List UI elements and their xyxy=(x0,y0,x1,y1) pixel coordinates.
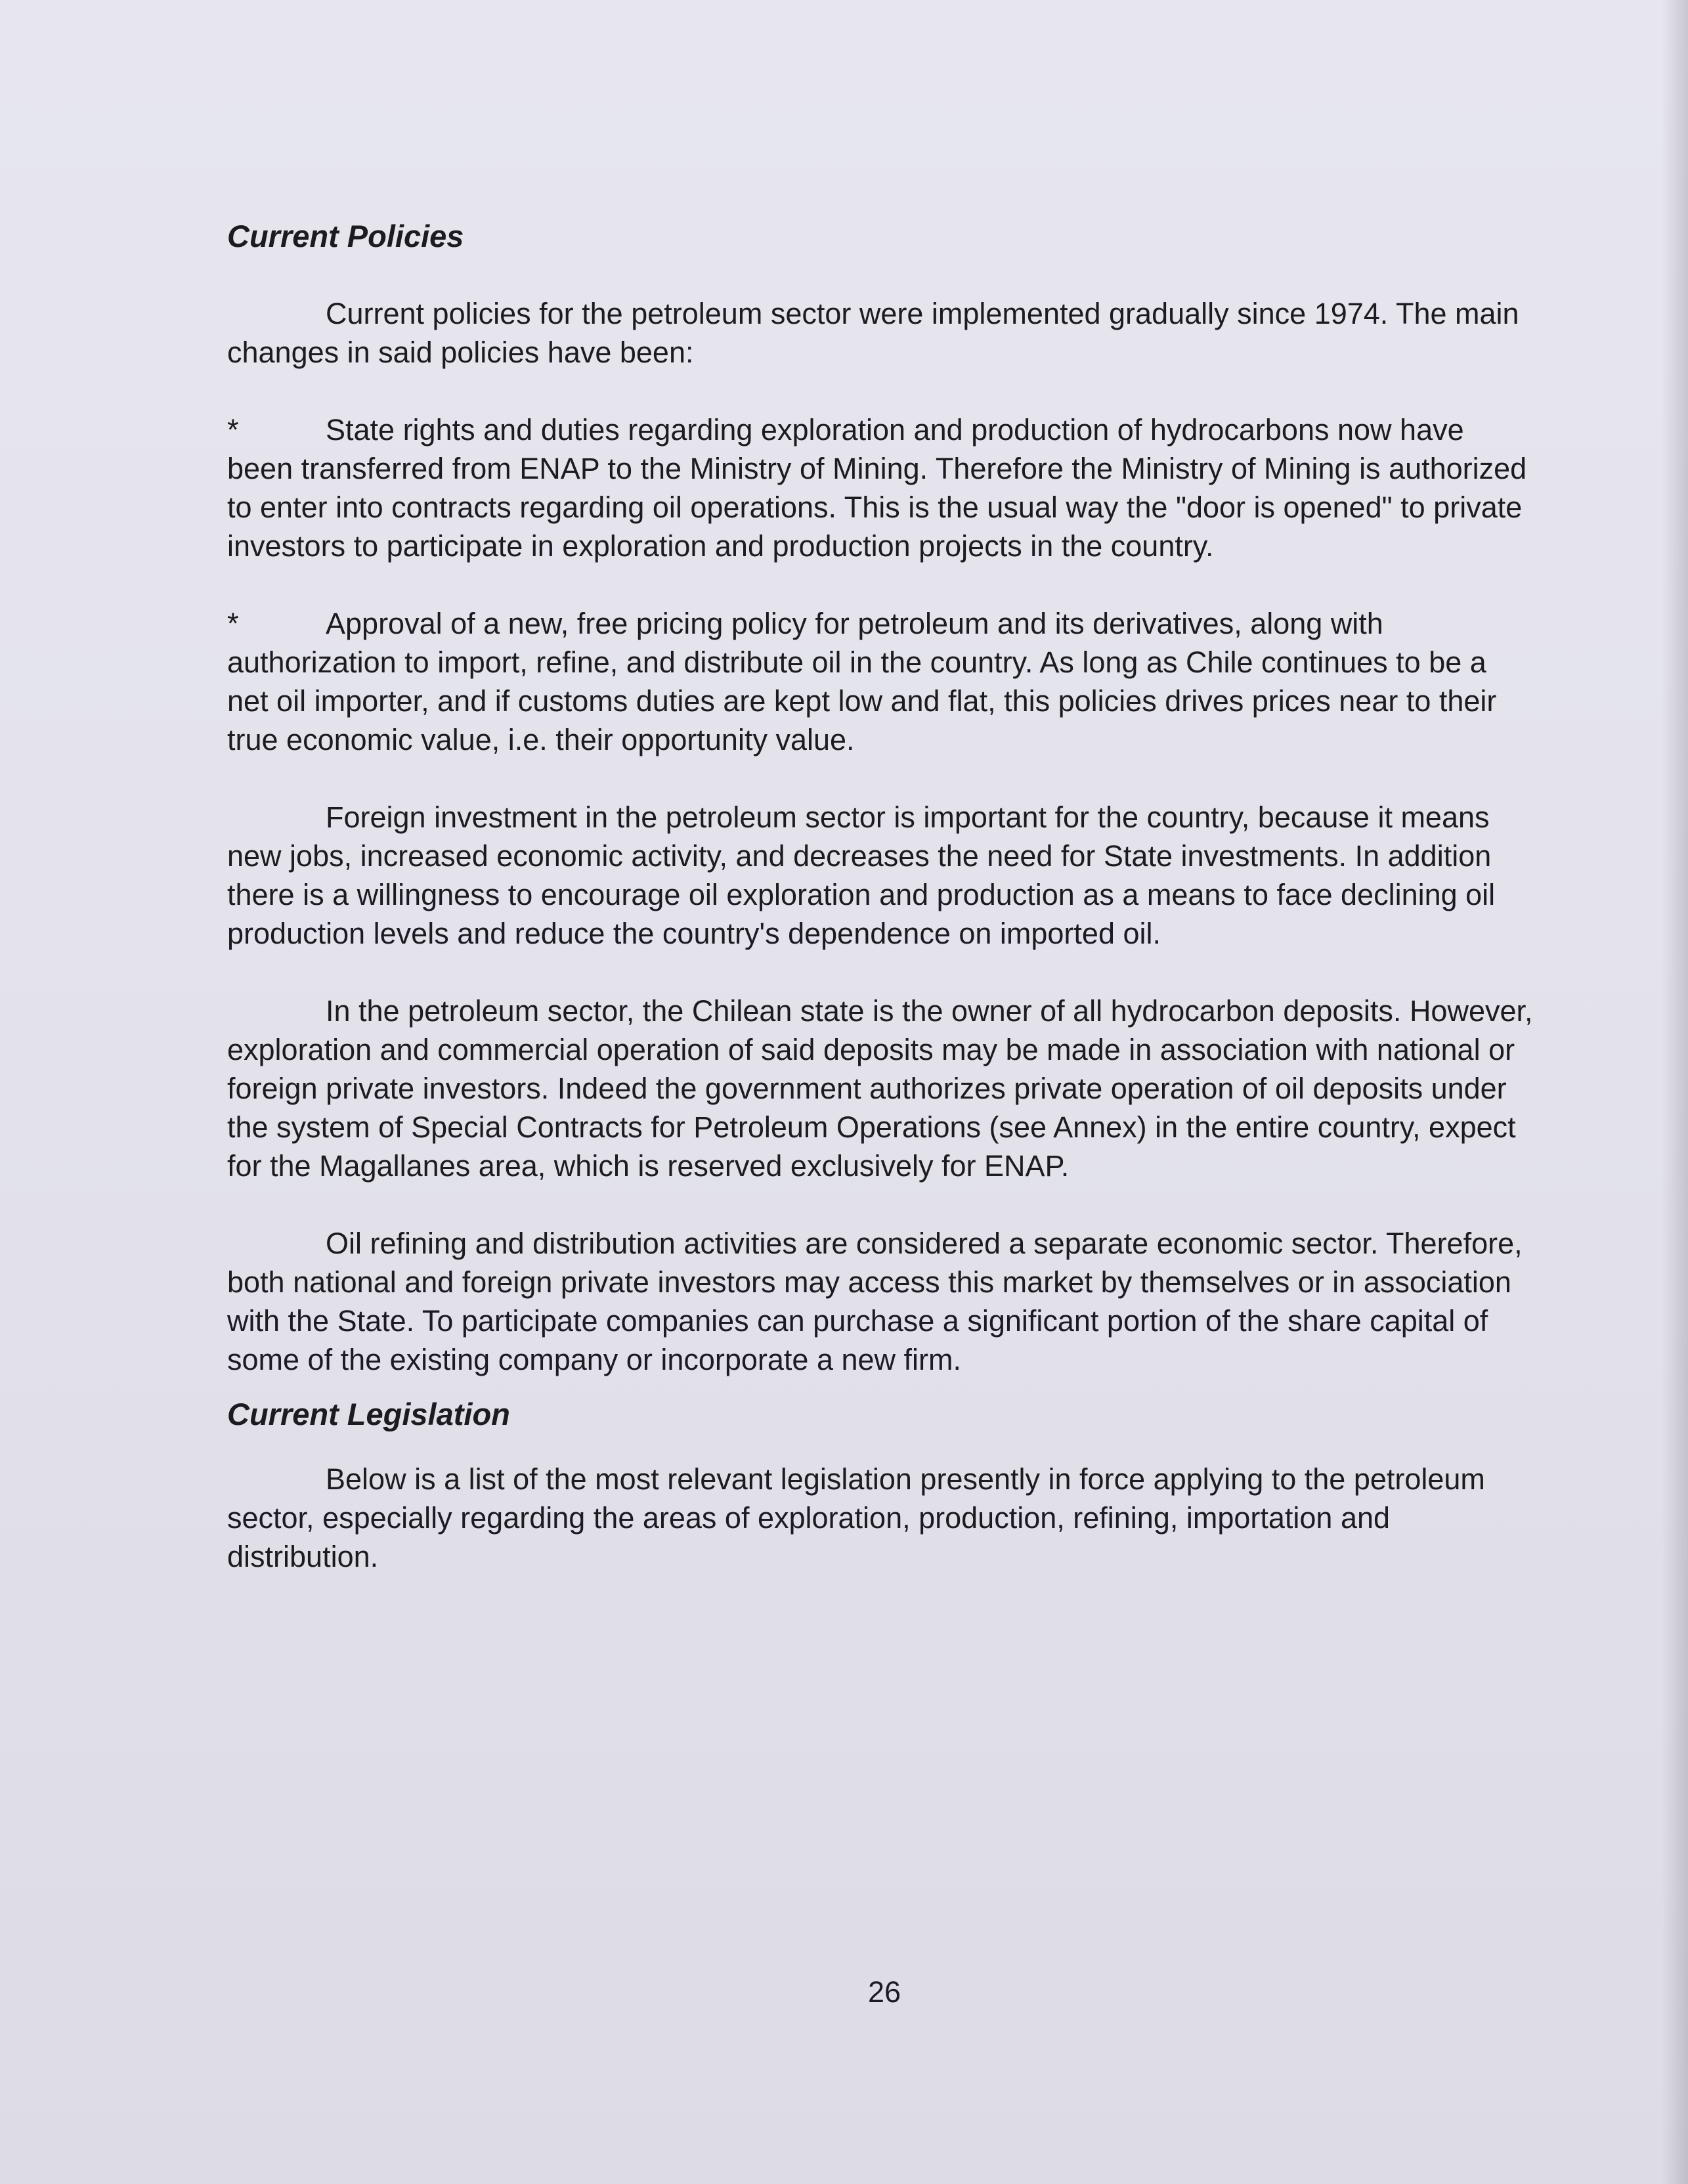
section-heading-current-legislation: Current Legislation xyxy=(227,1397,510,1431)
section-heading-current-policies: Current Policies xyxy=(227,219,464,253)
bullet-marker: * xyxy=(227,607,239,640)
page-number: 26 xyxy=(868,1975,901,2009)
bullet-item xyxy=(227,410,1534,565)
body-paragraph: Below is a list of the most relevant legislation presently in force applying to the petroleum sector, especially regarding the areas of exploration, production, refining, importation and distribution. xyxy=(227,1462,1485,1573)
bullet-marker: * xyxy=(227,413,239,447)
page-edge-shadow xyxy=(1662,0,1688,2184)
body-paragraph: In the petroleum sector, the Chilean state is the owner of all hydrocarbon deposits. However, exploration and commercial operation of said deposits may be made in association with national or foreign private investors. Indeed the government authorizes private operation of oil deposits under the system of Special Contracts for Petroleum Operations (see Annex) in the entire country, expect for the Magallanes area, which is reserved exclusively for ENAP. xyxy=(227,994,1533,1183)
body-paragraph: Oil refining and distribution activities are considered a separate economic sector. Therefore, both national and foreign private investors may access this market by themselves or in association with the State. To participate companies can purchase a significant portion of the share capital of some of the existing company or incorporate a new firm. xyxy=(227,1227,1523,1376)
bullet-text: State rights and duties regarding exploration and production of hydrocarbons now have been transferred from ENAP to the Ministry of Mining. Therefore the Ministry of Mining is authorized to enter into contracts regarding oil operations. This is the usual way the "door is opened" to private investors to participate in exploration and production projects in the country. xyxy=(227,413,1527,563)
body-paragraph: Foreign investment in the petroleum sector is important for the country, because it means new jobs, increased economic activity, and decreases the need for State investments. In addition there is a willingness to encourage oil exploration and production as a means to face declining oil production levels and reduce the country's dependence on imported oil. xyxy=(227,800,1496,950)
bullet-item xyxy=(227,604,1534,759)
intro-paragraph: Current policies for the petroleum sector were implemented gradually since 1974. The main changes in said policies have been: xyxy=(227,297,1519,369)
page-content xyxy=(227,217,1534,1576)
bullet-text: Approval of a new, free pricing policy for petroleum and its derivatives, along with authorization to import, refine, and distribute oil in the country. As long as Chile continues to be a net oil importer, and if customs duties are kept low and flat, this policies drives prices near to their true economic value, i.e. their opportunity value. xyxy=(227,607,1497,756)
